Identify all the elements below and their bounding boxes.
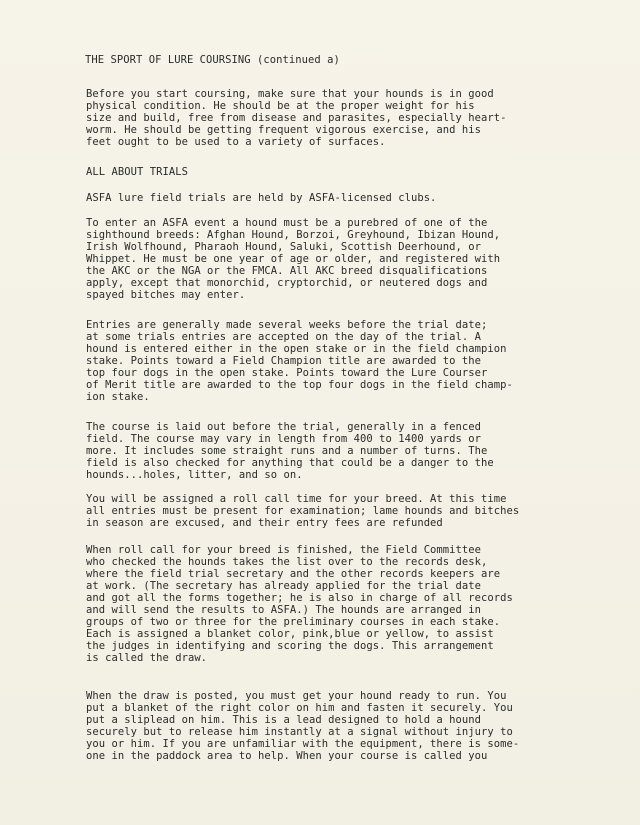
text-line: spayed bitches may enter. — [86, 289, 246, 301]
text-line: apply, except that monorchid, cryptorchid, or neutered dogs and — [86, 277, 488, 289]
text-line: field. The course may vary in length from 400 to 1400 yards or — [86, 433, 482, 445]
text-line: Irish Wolfhound, Pharaoh Hound, Saluki, Scottish Deerhound, or — [86, 241, 482, 253]
text-line: more. It includes some straight runs and a number of turns. The — [86, 445, 488, 457]
text-line: To enter an ASFA event a hound must be a purebred of one of the — [86, 217, 488, 229]
section-heading: ALL ABOUT TRIALS — [86, 166, 188, 178]
text-line: Entries are generally made several weeks before the trial date; — [86, 319, 488, 331]
text-line: The course is laid out before the trial, generally in a fenced — [86, 421, 482, 433]
text-line: physical condition. He should be at the proper weight for his — [86, 100, 475, 112]
text-line: stake. Points toward a Field Champion title are awarded to the — [86, 355, 482, 367]
text-line: the AKC or the NGA or the FMCA. All AKC breed disqualifications — [86, 265, 488, 277]
text-line: put a blanket of the right color on him and fasten it securely. You — [86, 702, 513, 714]
document-title: THE SPORT OF LURE COURSING (continued a) — [85, 54, 340, 66]
text-line: where the field trial secretary and the other records keepers are — [86, 568, 501, 580]
text-line: Whippet. He must be one year of age or older, and registered with — [86, 253, 501, 265]
text-line: the judges in identifying and scoring the dogs. This arrangement — [86, 640, 494, 652]
text-line: securely but to release him instantly at a signal without injury to — [86, 726, 513, 738]
text-line: You will be assigned a roll call time for your breed. At this time — [86, 493, 507, 505]
text-line: one in the paddock area to help. When your course is called you — [86, 750, 488, 762]
text-line: When the draw is posted, you must get your hound ready to run. You — [86, 690, 507, 702]
text-line: hounds...holes, litter, and so on. — [86, 469, 303, 481]
text-line: and got all the forms together; he is also in charge of all records — [86, 592, 513, 604]
text-line: Each is assigned a blanket color, pink,blue or yellow, to assist — [86, 628, 494, 640]
text-line: When roll call for your breed is finished, the Field Committee — [86, 544, 482, 556]
text-line: at some trials entries are accepted on the day of the trial. A — [86, 331, 482, 343]
text-line: who checked the hounds takes the list over to the records desk, — [86, 556, 488, 568]
text-line: field is also checked for anything that could be a danger to the — [86, 457, 494, 469]
text-line: ASFA lure field trials are held by ASFA-licensed clubs. — [86, 192, 437, 204]
text-line: of Merit title are awarded to the top four dogs in the field champ- — [86, 379, 513, 391]
text-line: and will send the results to ASFA.) The hounds are arranged in — [86, 604, 482, 616]
text-line: in season are excused, and their entry fees are refunded — [86, 517, 443, 529]
text-line: top four dogs in the open stake. Points toward the Lure Courser — [86, 367, 488, 379]
text-line: size and build, free from disease and parasites, especially heart- — [86, 112, 507, 124]
text-line: sighthound breeds: Afghan Hound, Borzoi, Greyhound, Ibizan Hound, — [86, 229, 501, 241]
text-line: is called the draw. — [86, 652, 208, 664]
text-line: Before you start coursing, make sure that your hounds is in good — [86, 88, 494, 100]
text-line: groups of two or three for the preliminary courses in each stake. — [86, 616, 501, 628]
text-line: you or him. If you are unfamiliar with the equipment, there is some- — [86, 738, 520, 750]
text-line: feet ought to be used to a variety of surfaces. — [86, 136, 386, 148]
text-line: all entries must be present for examination; lame hounds and bitches — [86, 505, 520, 517]
text-line: worm. He should be getting frequent vigorous exercise, and his — [86, 124, 482, 136]
text-line: at work. (The secretary has already applied for the trial date — [86, 580, 482, 592]
text-line: hound is entered either in the open stake or in the field champion — [86, 343, 507, 355]
text-line: ion stake. — [86, 391, 150, 403]
text-line: put a sliplead on him. This is a lead designed to hold a hound — [86, 714, 482, 726]
